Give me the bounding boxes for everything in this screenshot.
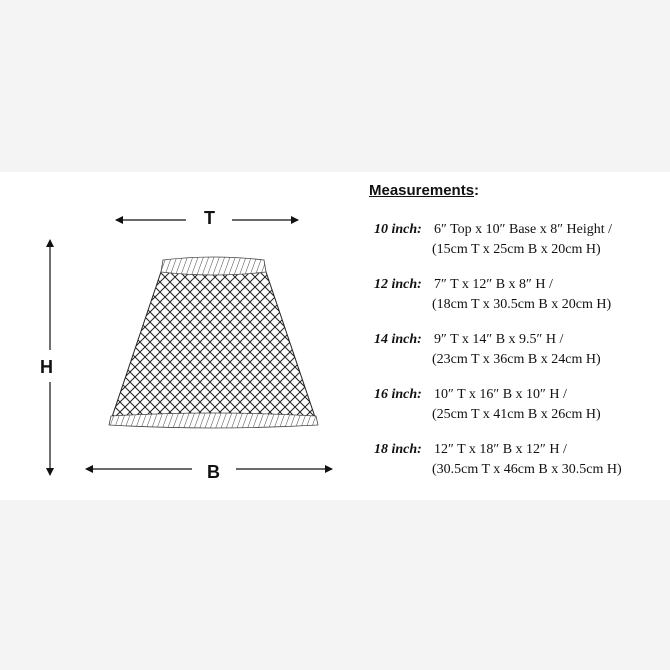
- product-dimensions-panel: [0, 172, 670, 500]
- imperial-dimensions: 6″ Top x 10″ Base x 8″ Height /: [434, 222, 613, 237]
- measurements-list: [368, 182, 668, 495]
- measurements-heading-colon: :: [474, 182, 480, 199]
- size-label: 12 inch:: [374, 277, 422, 292]
- height-dimension-label: H: [40, 357, 53, 377]
- size-label: 14 inch:: [374, 332, 422, 347]
- base-dimension-label: B: [207, 462, 220, 482]
- size-label: 16 inch:: [374, 387, 422, 402]
- imperial-dimensions: 7″ T x 12″ B x 8″ H /: [434, 277, 553, 292]
- size-label: 18 inch:: [374, 442, 422, 457]
- lampshade-body: [109, 257, 318, 428]
- measurement-row-10-inch: [368, 220, 668, 260]
- metric-dimensions: (15cm T x 25cm B x 20cm H): [432, 242, 601, 257]
- measurement-row-16-inch: [368, 385, 668, 425]
- imperial-dimensions: 10″ T x 16″ B x 10″ H /: [434, 387, 567, 402]
- imperial-dimensions: 12″ T x 18″ B x 12″ H /: [434, 442, 567, 457]
- measurements-heading: [369, 182, 668, 199]
- top-dimension-label: T: [204, 208, 215, 228]
- lampshade-diagram: [0, 172, 360, 500]
- metric-dimensions: (30.5cm T x 46cm B x 30.5cm H): [432, 462, 622, 477]
- imperial-dimensions: 9″ T x 14″ B x 9.5″ H /: [434, 332, 564, 347]
- metric-dimensions: (25cm T x 41cm B x 26cm H): [432, 407, 601, 422]
- measurements-heading-text: Measurements: [369, 182, 475, 199]
- size-label: 10 inch:: [374, 222, 422, 237]
- metric-dimensions: (18cm T x 30.5cm B x 20cm H): [432, 297, 612, 312]
- lampshade-diagram-graphic: [0, 172, 360, 500]
- measurement-row-18-inch: [368, 440, 668, 480]
- measurement-row-12-inch: [368, 275, 668, 315]
- metric-dimensions: (23cm T x 36cm B x 24cm H): [432, 352, 601, 367]
- measurement-row-14-inch: [368, 330, 668, 370]
